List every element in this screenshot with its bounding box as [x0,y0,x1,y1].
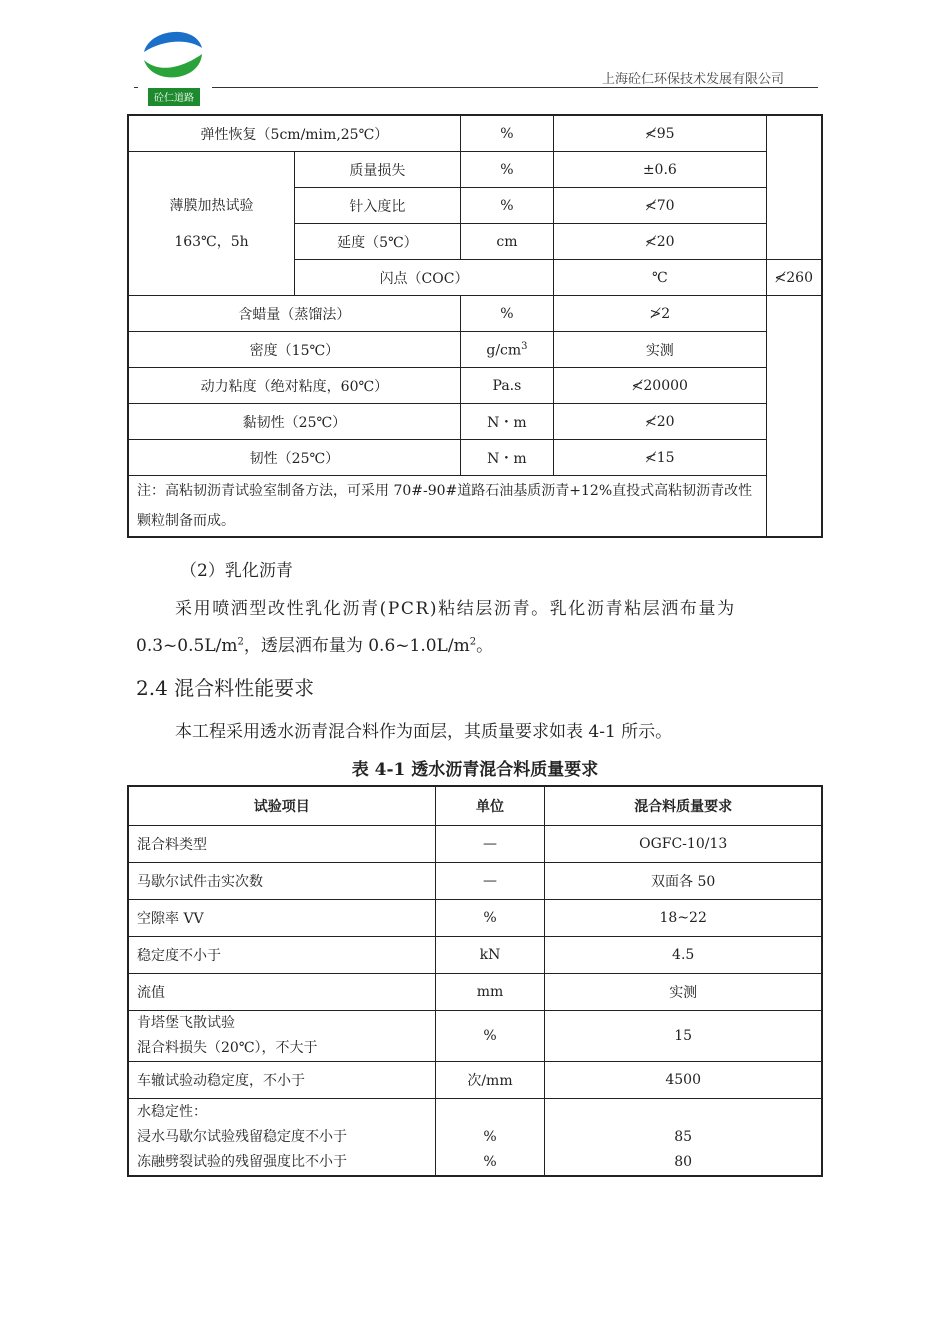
table-cell: 4.5 [545,937,822,974]
table-cell: 延度（5℃） [294,224,460,260]
table-cell: 动力粘度（绝对粘度，60℃） [128,368,460,404]
rate-text: 0.3~0.5L/m [136,636,238,656]
table-cell: 车辙试验动稳定度，不小于 [128,1062,435,1099]
table-cell [435,1099,545,1177]
table-row [128,332,822,368]
table-cell: 韧性（25℃） [128,440,460,476]
table-cell: ≯2 [554,296,766,332]
group-label-cell [128,152,294,296]
table-row [128,937,822,974]
table-cell: 15 [545,1011,822,1062]
table-row [128,974,822,1011]
table-cell: 实测 [545,974,822,1011]
table-cell: 弹性恢复（5cm/mim,25℃） [128,115,460,152]
table-cell: OGFC-10/13 [545,826,822,863]
column-header: 混合料质量要求 [545,786,822,826]
table-cell: 针入度比 [294,188,460,224]
intro-paragraph: 本工程采用透水沥青混合料作为面层，其质量要求如表 4-1 所示。 [175,722,673,742]
table-cell: mm [435,974,545,1011]
cell-line: % [483,1129,497,1145]
cell-line: 85 [674,1129,693,1145]
table-cell: % [460,296,553,332]
table-cell [460,332,553,368]
table-cell: 黏韧性（25℃） [128,404,460,440]
table-cell: 空隙率 VV [128,900,435,937]
table-cell: 马歇尔试件击实次数 [128,863,435,900]
cell-line: % [483,1154,497,1170]
sub-heading: （2）乳化沥青 [180,561,293,581]
table-row [128,440,822,476]
table-cell: ≮260 [766,260,822,296]
table-cell: % [460,188,553,224]
table-cell: ≮15 [554,440,766,476]
table-cell: — [435,863,545,900]
group-label-line1: 薄膜加热试验 [169,197,254,214]
table-cell: 流值 [128,974,435,1011]
table-note: 注：高粘韧沥青试验室制备方法，可采用 70#-90#道路石油基质沥青+12%直投式高粘韧沥青改性颗粒制备而成。 [128,476,766,538]
table-row [128,1011,822,1062]
cell-line: 水稳定性： [137,1103,207,1120]
cell-line: 冻融劈裂试验的残留强度比不小于 [137,1153,347,1170]
table-caption: 表 4-1 透水沥青混合料质量要求 [351,760,599,780]
cell-line: 80 [674,1154,693,1170]
logo-text: 砼仁道路 [154,93,194,104]
table-row [128,368,822,404]
table-cell: % [435,1011,545,1062]
table-cell: % [460,115,553,152]
density-unit: g/cm [486,342,522,359]
unit-sup: 2 [237,636,244,648]
table-cell: 混合料类型 [128,826,435,863]
table-cell: % [460,152,553,188]
header-rule [212,87,818,88]
header-company-name: 上海砼仁环保技术发展有限公司 [601,72,784,87]
table-cell: 实测 [554,332,766,368]
unit-sup: 2 [469,636,477,648]
company-logo [140,24,206,110]
table-cell: 含蜡量（蒸馏法） [128,296,460,332]
column-header: 试验项目 [128,786,435,826]
table-cell: 双面各 50 [545,863,822,900]
table-cell: ℃ [554,260,766,296]
rate-text: 。 [476,636,494,656]
rate-text: ，透层洒布量为 0.6~1.0L/m [243,636,470,656]
section-title: 2.4 混合料性能要求 [136,676,315,700]
table-cell: 18~22 [545,900,822,937]
table-cell: 稳定度不小于 [128,937,435,974]
paragraph-line: 采用喷洒型改性乳化沥青(PCR)粘结层沥青。乳化沥青粘层洒布量为 [175,599,736,619]
table-cell: N・m [460,440,553,476]
table-cell [128,1011,435,1062]
table-row [128,826,822,863]
mixture-quality-table [127,785,823,1177]
table-cell: ≮70 [554,188,766,224]
column-header: 单位 [435,786,545,826]
table-cell: N・m [460,404,553,440]
table-cell: ≮95 [554,115,766,152]
cell-line: 肯塔堡飞散试验 [137,1015,235,1031]
table-row [128,1062,822,1099]
table-cell: ≮20 [554,404,766,440]
table-cell: % [435,900,545,937]
table-cell: 4500 [545,1062,822,1099]
table-cell: Pa.s [460,368,553,404]
paragraph-line [136,631,493,656]
table-cell: 质量损失 [294,152,460,188]
table-cell: ±0.6 [554,152,766,188]
table-cell: cm [460,224,553,260]
table-cell: ≮20 [554,224,766,260]
table-row [128,296,822,332]
cell-line: 混合料损失（20℃），不大于 [137,1040,318,1056]
table-cell [128,1099,435,1177]
asphalt-spec-table [127,114,823,538]
table-row [128,152,822,188]
header-tick [134,87,138,88]
table-cell: ≮20000 [554,368,766,404]
table-cell: 闪点（COC） [294,260,553,296]
table-cell: kN [435,937,545,974]
table-row [128,476,822,538]
table-cell: 密度（15℃） [128,332,460,368]
density-unit-sup: 3 [521,340,528,352]
table-row [128,115,822,152]
group-label-line2: 163℃，5h [174,233,249,250]
table-header-row [128,786,822,826]
table-row [128,863,822,900]
table-cell: — [435,826,545,863]
table-cell: 次/mm [435,1062,545,1099]
table-row [128,900,822,937]
table-cell [545,1099,822,1177]
cell-line: 浸水马歇尔试验残留稳定度不小于 [137,1128,347,1145]
table-row [128,404,822,440]
table-row [128,1099,822,1177]
